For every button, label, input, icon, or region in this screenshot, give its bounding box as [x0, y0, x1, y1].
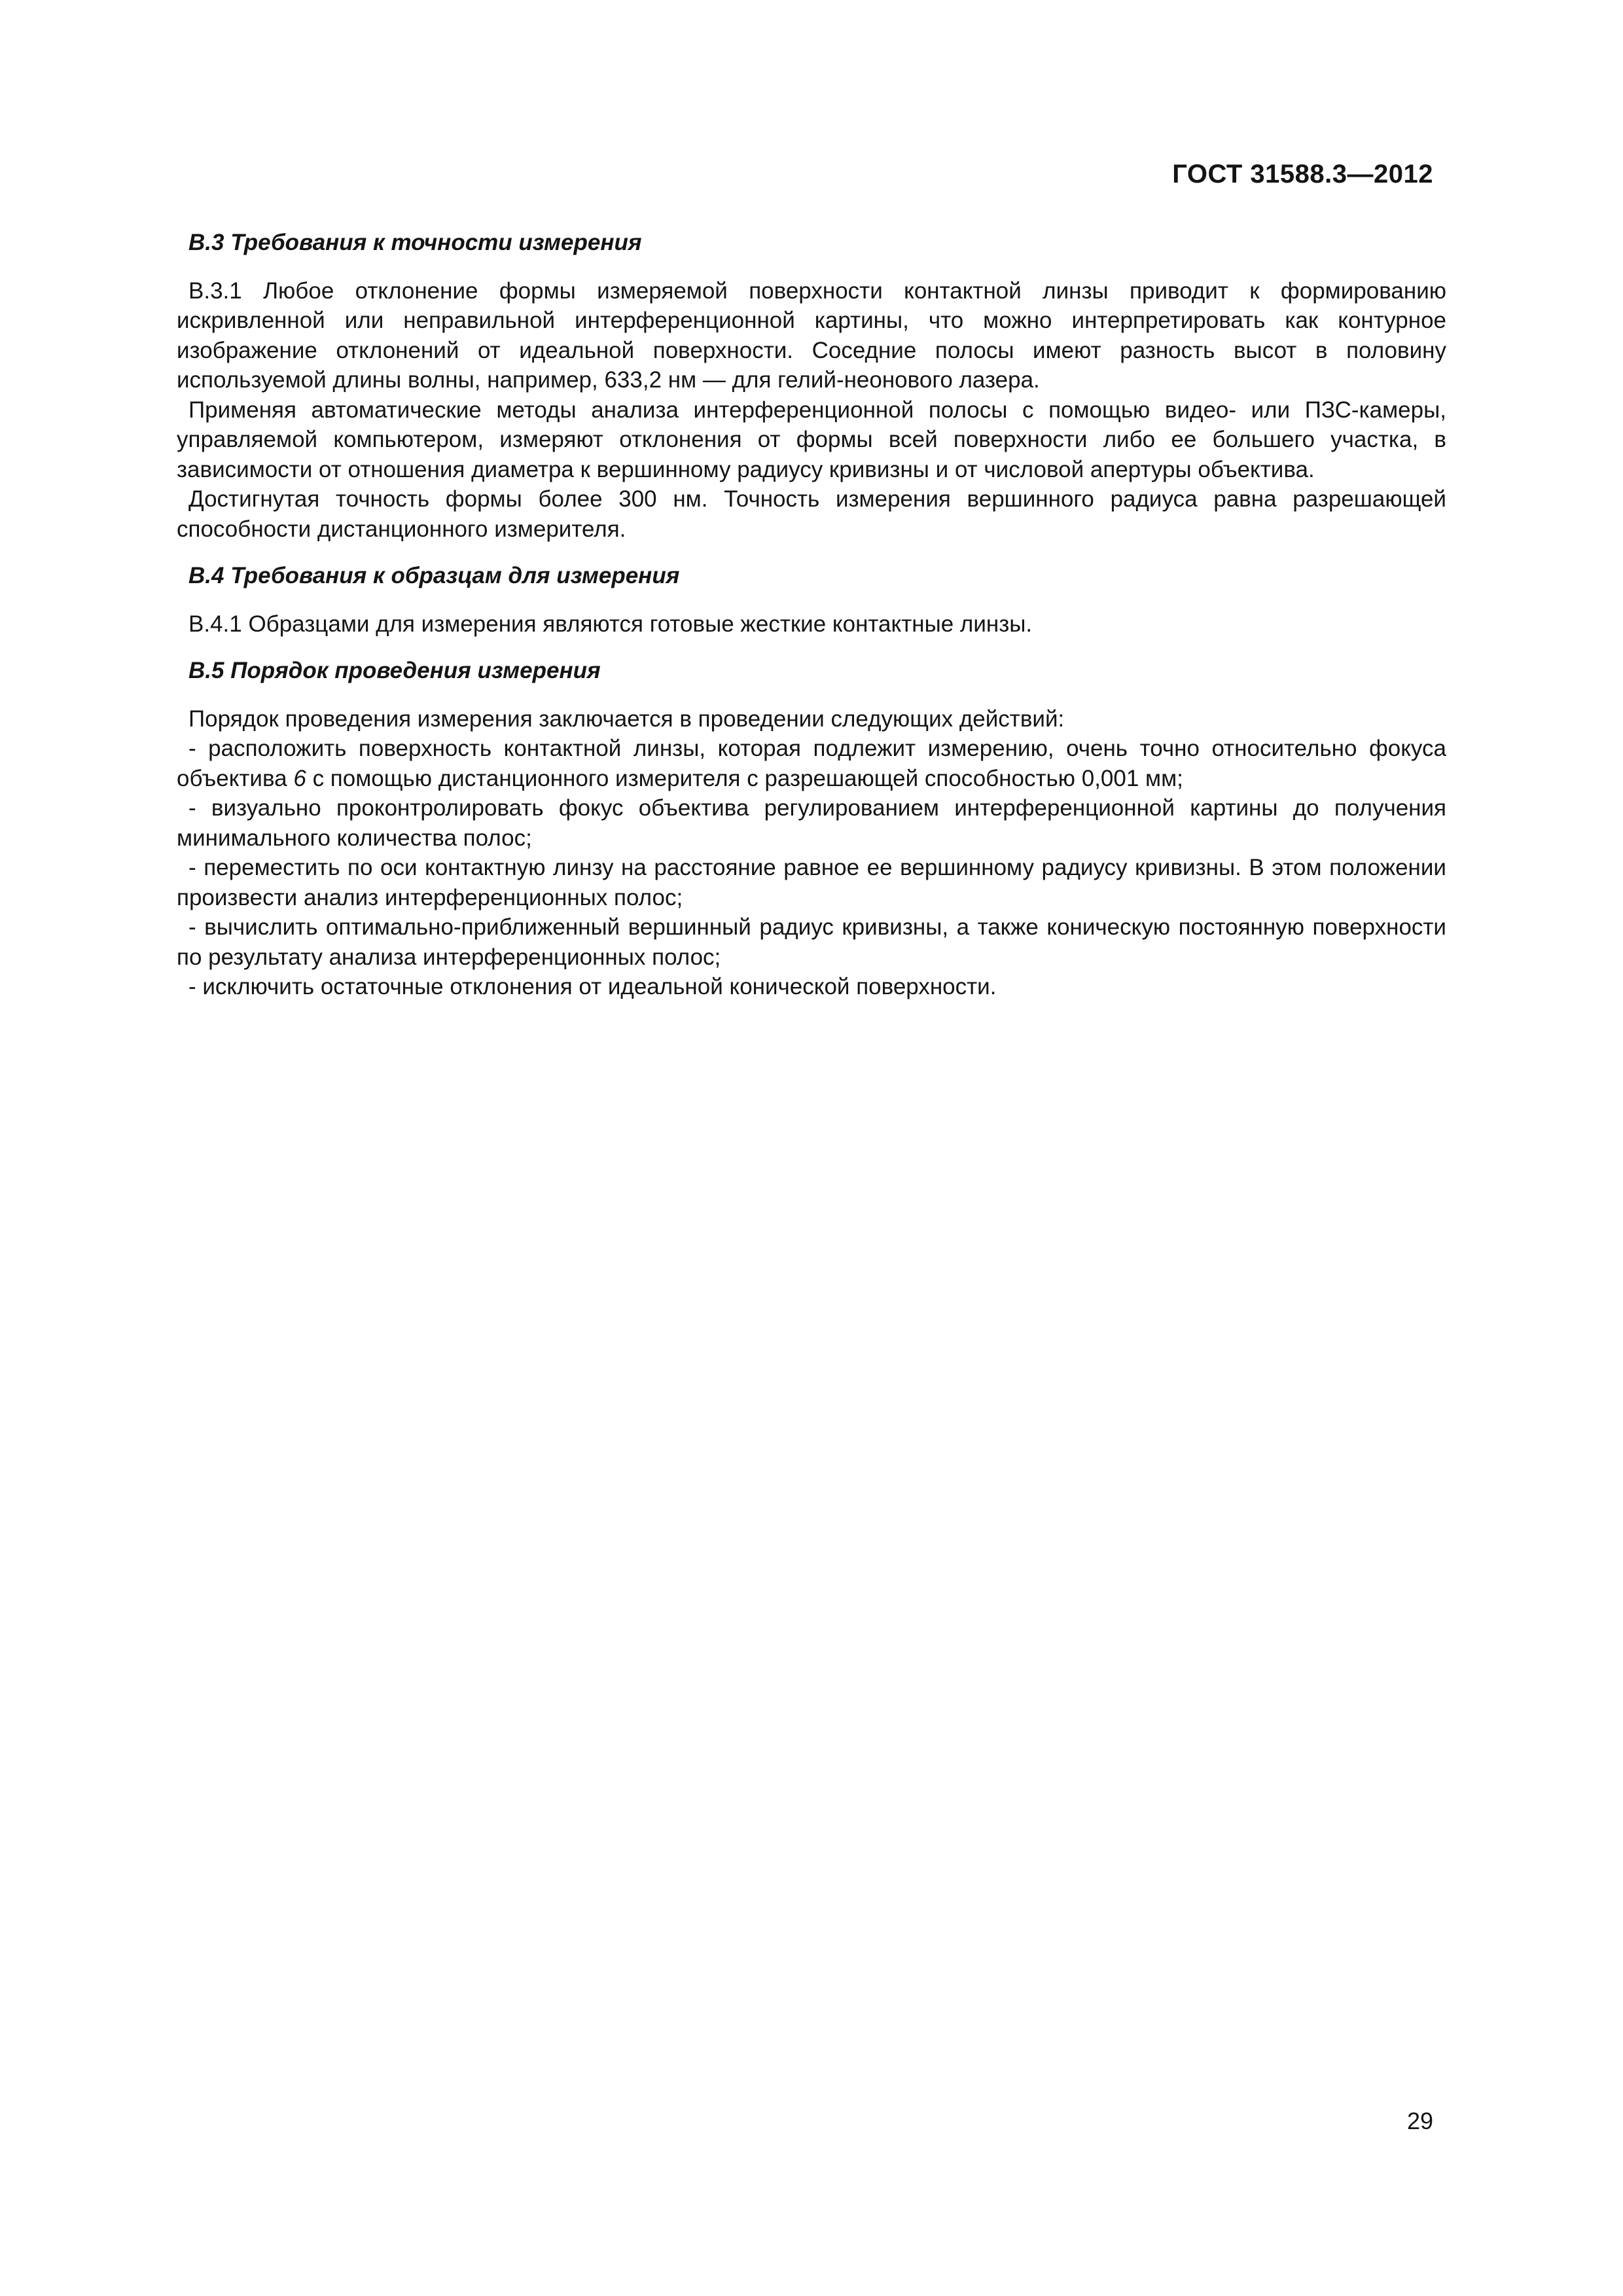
- section-title-b5: В.5 Порядок проведения измерения: [188, 658, 601, 683]
- list-item-text: - расположить поверхность контактной линзы, которая подлежит измерению, очень точно относительно фокуса объектива: [177, 736, 1446, 791]
- paragraph-b4-1: В.4.1 Образцами для измерения являются готовые жесткие контактные линзы.: [188, 611, 1033, 637]
- document-id: ГОСТ 31588.3—2012: [1172, 160, 1433, 188]
- paragraph-b5-intro: Порядок проведения измерения заключается в проведении следующих действий:: [188, 706, 1065, 732]
- paragraph-b3-1: В.3.1 Любое отклонение формы измеряемой поверхности контактной линзы приводит к формированию искривленной или неправильной интерференционной картины, что можно интерпретировать как контурное изображение отклонений от идеальной поверхности. Соседние полосы имеют разность высот в половину используемой длины волны, например, 633,2 нм — для гелий-неонового лазера.: [177, 278, 1446, 393]
- section-title-b4: В.4 Требования к образцам для измерения: [188, 563, 680, 588]
- page-number: 29: [1406, 2108, 1433, 2134]
- paragraph-b3-3: Достигнутая точность формы более 300 нм. Точность измерения вершинного радиуса равна разрешающей способности дистанционного измерителя.: [177, 486, 1446, 542]
- section-title-b3: В.3 Требования к точности измерения: [188, 230, 642, 255]
- list-item-move-lens: - переместить по оси контактную линзу на расстояние равное ее вершинному радиусу кривизны. В этом положении произвести анализ интерференционных полос;: [177, 855, 1446, 910]
- page-content: [177, 228, 1446, 1002]
- list-item-text: с помощью дистанционного измерителя с разрешающей способностью 0,001 мм;: [306, 765, 1183, 791]
- paragraph-b3-2: Применяя автоматические методы анализа интерференционной полосы с помощью видео- или ПЗС-камеры, управляемой компьютером, измеряют отклонения от формы всей поверхности либо ее большего участка, в зависимости от отношения диаметра к вершинному радиусу кривизны и от числовой апертуры объектива.: [177, 397, 1446, 482]
- list-item-check-focus: - визуально проконтролировать фокус объектива регулированием интерференционной картины до получения минимального количества полос;: [177, 795, 1446, 851]
- list-item-exclude-deviations: - исключить остаточные отклонения от идеальной конической поверхности.: [188, 974, 997, 999]
- reference-number: 6: [293, 765, 306, 791]
- list-item-position-lens: [177, 734, 1446, 793]
- list-item-calculate-radius: - вычислить оптимально-приближенный вершинный радиус кривизны, а также коническую постоянную поверхности по результату анализа интерференционных полос;: [177, 914, 1446, 970]
